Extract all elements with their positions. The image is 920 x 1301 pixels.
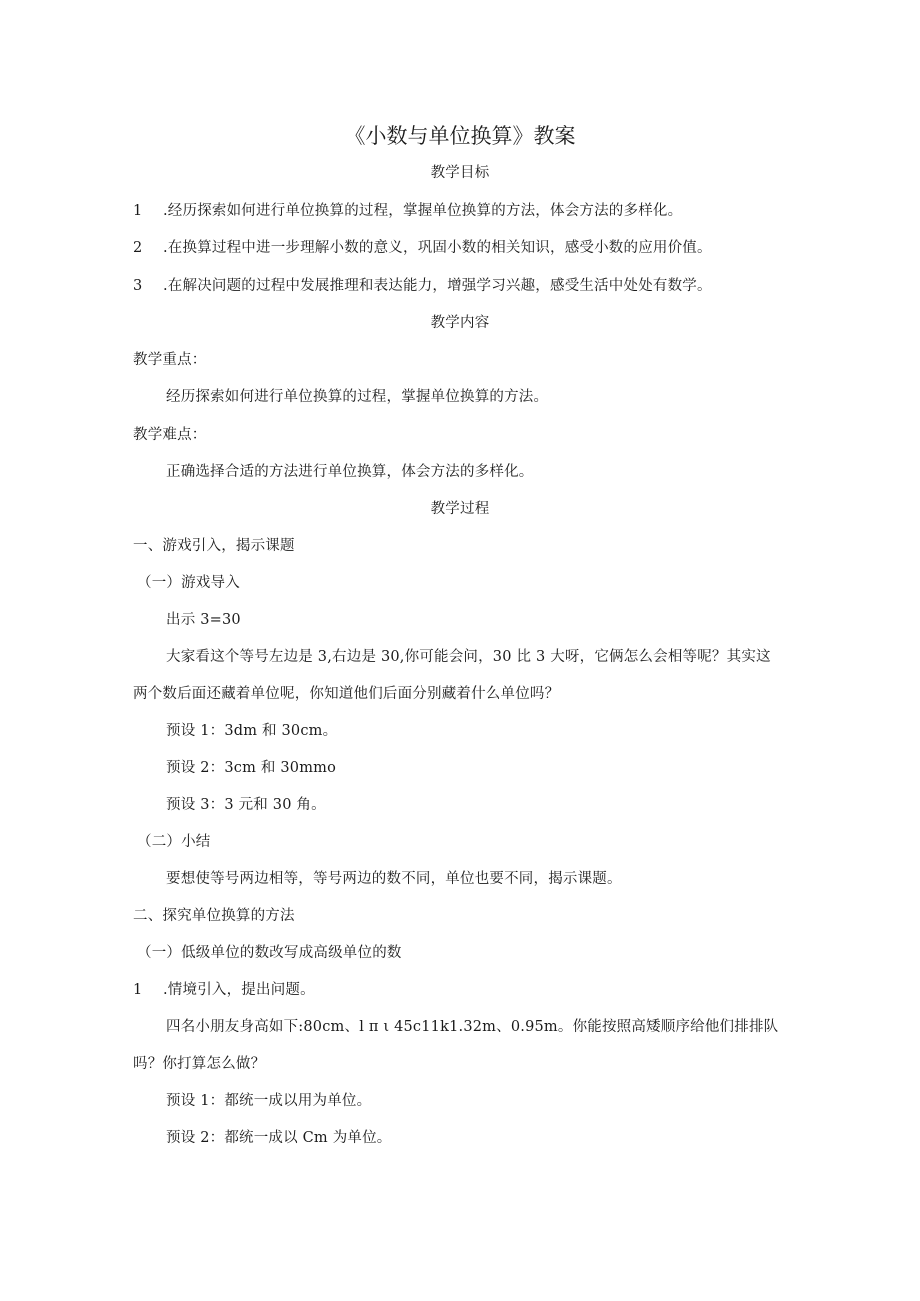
part-heading-2: 二、探究单位换算的方法 <box>133 908 295 924</box>
paragraph-1-line-2: 两个数后面还藏着单位呢，你知道他们后面分别藏着什么单位吗？ <box>133 686 560 702</box>
subpart-heading-1-1: （一）游戏导入 <box>137 575 240 591</box>
section-heading-goals: 教学目标 <box>430 165 490 181</box>
section-heading-process: 教学过程 <box>430 501 490 517</box>
difficulty-text: 正确选择合适的方法进行单位换算，体会方法的多样化。 <box>166 464 534 480</box>
goal-item-1-number: 1 <box>133 203 143 219</box>
section-heading-content: 教学内容 <box>430 315 490 331</box>
part-heading-1: 一、游戏引入，揭示课题 <box>133 538 295 554</box>
preset-answer-4: 预设 1：都统一成以用为单位。 <box>166 1093 372 1109</box>
goal-item-3-number: 3 <box>133 278 143 294</box>
key-point-label: 教学重点： <box>133 352 207 368</box>
preset-answer-5: 预设 2：都统一成以 Cm 为单位。 <box>166 1130 392 1146</box>
paragraph-2-line-1: 四名小朋友身高如下:80cm、l π ι 45c11k1.32m、0.95m。你能按照高矮顺序给他们排排队 <box>166 1019 779 1035</box>
goal-item-2 <box>133 238 712 258</box>
show-equation: 出示 3=30 <box>166 612 241 628</box>
goal-item-2-text: .在换算过程中进一步理解小数的意义，巩固小数的相关知识，感受小数的应用价值。 <box>163 240 712 256</box>
step-item-1-number: 1 <box>133 982 143 998</box>
subpart-heading-1-2: （二）小结 <box>137 834 211 850</box>
paragraph-1-line-1: 大家看这个等号左边是 3,右边是 30,你可能会问，30 比 3 大呀，它俩怎么会相等呢？其实这 <box>166 649 771 665</box>
preset-answer-3: 预设 3：3 元和 30 角。 <box>166 797 326 813</box>
paragraph-2-line-2: 吗？你打算怎么做？ <box>133 1056 266 1072</box>
goal-item-2-number: 2 <box>133 240 143 256</box>
goal-item-3 <box>133 276 712 296</box>
difficulty-label: 教学难点： <box>133 427 207 443</box>
preset-answer-2: 预设 2：3cm 和 30mmo <box>166 760 337 776</box>
goal-item-1 <box>133 201 682 221</box>
summary-text: 要想使等号两边相等，等号两边的数不同，单位也要不同，揭示课题。 <box>166 871 622 887</box>
preset-answer-1: 预设 1：3dm 和 30cm。 <box>166 723 338 739</box>
step-item-1-text: .情境引入，提出问题。 <box>163 982 315 998</box>
goal-item-3-text: .在解决问题的过程中发展推理和表达能力，增强学习兴趣，感受生活中处处有数学。 <box>163 278 712 294</box>
subpart-heading-2-1: （一）低级单位的数改写成高级单位的数 <box>137 945 402 961</box>
goal-item-1-text: .经历探索如何进行单位换算的过程，掌握单位换算的方法，体会方法的多样化。 <box>163 203 683 219</box>
step-item-1 <box>133 980 315 1000</box>
document-title: 《小数与单位换算》教案 <box>344 124 576 148</box>
key-point-text: 经历探索如何进行单位换算的过程，掌握单位换算的方法。 <box>166 389 549 405</box>
